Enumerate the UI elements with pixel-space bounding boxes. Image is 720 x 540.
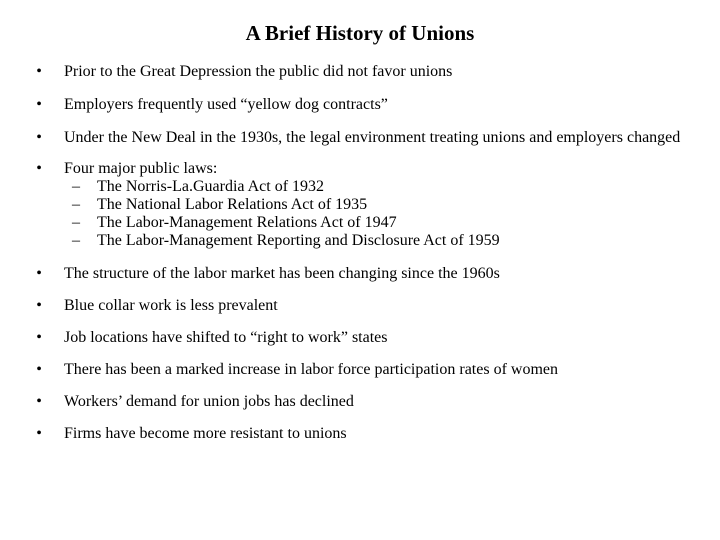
bullet-text: Firms have become more resistant to unions — [64, 425, 347, 442]
bullet-text: There has been a marked increase in labor force participation rates of women — [64, 361, 558, 378]
dash-icon: – — [72, 214, 80, 231]
bullet-icon: • — [36, 129, 42, 146]
bullet-icon: • — [36, 96, 42, 113]
bullet-text: Job locations have shifted to “right to work” states — [64, 329, 388, 346]
sub-list-item — [64, 196, 692, 214]
bullet-icon: • — [36, 329, 42, 346]
sub-item-text: The Labor-Management Reporting and Disclosure Act of 1959 — [97, 232, 500, 249]
bullet-item — [32, 63, 692, 81]
sub-item-text: The Norris-La.Guardia Act of 1932 — [97, 178, 325, 195]
bullet-item — [32, 393, 692, 411]
bullet-item — [32, 160, 692, 250]
bullet-item — [32, 329, 692, 347]
bullet-icon: • — [36, 265, 42, 282]
bullet-text: Four major public laws: — [64, 160, 218, 177]
bullet-item — [32, 425, 692, 443]
sub-list-item — [64, 178, 692, 196]
bullet-text: Workers’ demand for union jobs has declined — [64, 393, 354, 410]
sub-item-text: The National Labor Relations Act of 1935 — [97, 196, 368, 213]
bullet-text: Blue collar work is less prevalent — [64, 297, 278, 314]
sub-list-item — [64, 214, 692, 232]
laws-sub-list — [64, 178, 692, 250]
bullet-list — [32, 63, 692, 457]
bullet-text: Under the New Deal in the 1930s, the legal environment treating unions and employers changed — [64, 129, 681, 146]
dash-icon: – — [72, 178, 80, 195]
bullet-item — [32, 265, 692, 283]
bullet-icon: • — [36, 361, 42, 378]
slide-title: A Brief History of Unions — [245, 21, 475, 45]
bullet-icon: • — [36, 297, 42, 314]
sub-item-text: The Labor-Management Relations Act of 1947 — [97, 214, 397, 231]
bullet-icon: • — [36, 63, 42, 80]
bullet-text: The structure of the labor market has been changing since the 1960s — [64, 265, 500, 282]
dash-icon: – — [72, 232, 80, 249]
bullet-icon: • — [36, 393, 42, 410]
dash-icon: – — [72, 196, 80, 213]
bullet-icon: • — [36, 425, 42, 442]
bullet-item — [32, 96, 692, 114]
bullet-item — [32, 297, 692, 315]
bullet-icon: • — [36, 160, 42, 177]
bullet-text: Employers frequently used “yellow dog contracts” — [64, 96, 388, 113]
bullet-item — [32, 129, 692, 147]
bullet-text: Prior to the Great Depression the public did not favor unions — [64, 63, 453, 80]
bullet-item — [32, 361, 692, 379]
sub-list-item — [64, 232, 692, 250]
